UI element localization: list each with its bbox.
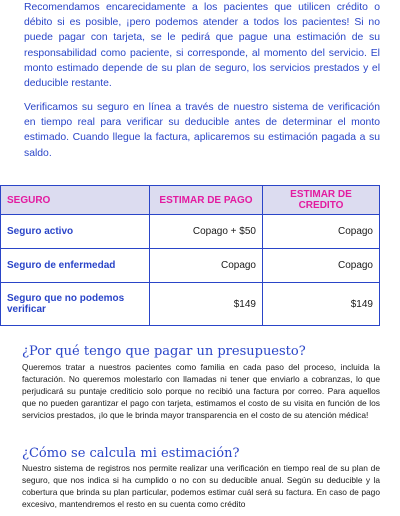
faq-question-1: ¿Por qué tengo que pagar un presupuesto?	[22, 344, 306, 359]
table-row	[1, 215, 380, 249]
header-estimar-pago: ESTIMAR DE PAGO	[150, 186, 263, 215]
row-pago: Copago	[150, 249, 263, 283]
faq-answer-2: Nuestro sistema de registros nos permite realizar una verificación en tiempo real de su plan de seguro, que nos indica si ha cumplido o no con su deducible anual. Según su deducible y la cobertura que brinda su plan particular, podemos estimar cuál será su factura. En caso de pago excesivo, mantendremos el resto en su cuenta como crédito	[22, 463, 380, 509]
row-pago: Copago + $50	[150, 215, 263, 249]
table-row	[1, 283, 380, 326]
row-pago: $149	[150, 283, 263, 326]
header-seguro: SEGURO	[1, 186, 150, 215]
row-credito: Copago	[263, 249, 380, 283]
table-header-row	[1, 186, 380, 215]
row-label: Seguro que no podemos verificar	[1, 283, 150, 326]
row-label: Seguro activo	[1, 215, 150, 249]
row-label: Seguro de enfermedad	[1, 249, 150, 283]
faq-answer-1: Queremos tratar a nuestros pacientes como familia en cada paso del proceso, incluida la facturación. No queremos molestarlo con llamadas ni tener que enviarlo a cobranzas, lo que perjudicará su puntaje crediticio solo porque no recibió una factura por correo. Para aquellos que no pueden garantizar el pago con tarjeta, estimamos el costo de su visita en función de los servicios prestados, ¡lo que le brinda mayor transparencia en el costo de su atención médica!	[22, 362, 380, 420]
intro-paragraph-1: Recomendamos encarecidamente a los pacientes que utilicen crédito o débito si es posible, ¡pero podemos atender a todos los pacientes! Si no puede pagar con tarjeta, se le pedirá que pague una estimación de su responsabilidad como paciente, si corresponde, al momento del servicio. El monto estimado depende de su plan de seguro, los servicios prestados y el deducible restante.	[24, 2, 380, 90]
intro-paragraph-2: Verificamos su seguro en línea a través de nuestro sistema de verificación en tiempo real para verificar su deducible antes de determinar el monto estimado. Cuando llegue la factura, aplicaremos su estimación pagada a su saldo.	[24, 102, 380, 159]
table-row	[1, 249, 380, 283]
header-estimar-credito: ESTIMAR DE CREDITO	[263, 186, 380, 215]
row-credito: $149	[263, 283, 380, 326]
row-credito: Copago	[263, 215, 380, 249]
insurance-table	[0, 185, 380, 326]
faq-question-2: ¿Cómo se calcula mi estimación?	[22, 446, 240, 461]
